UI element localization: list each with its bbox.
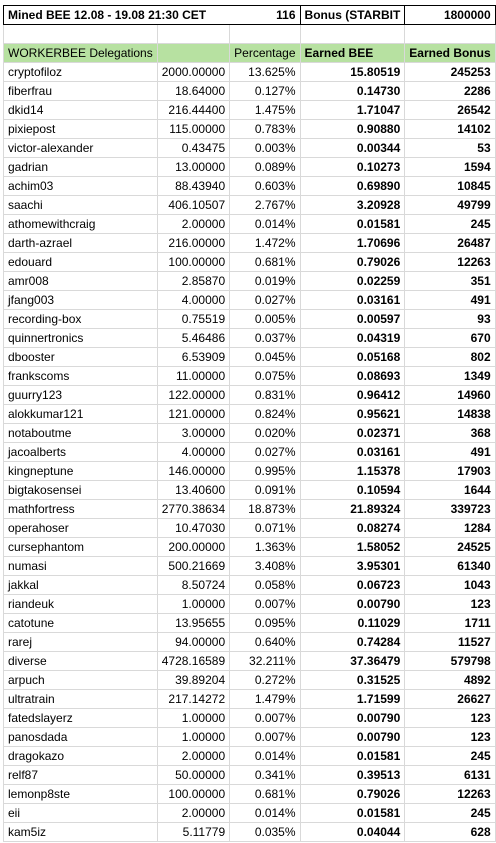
earned-bonus-cell[interactable]: 1644	[405, 481, 495, 500]
earned-bee-cell[interactable]: 0.00790	[300, 595, 405, 614]
table-row	[4, 82, 496, 101]
amount-cell[interactable]: 88.43940	[157, 177, 229, 196]
percentage-cell[interactable]: 32.211%	[230, 652, 300, 671]
table-row	[4, 272, 496, 291]
earned-bonus-cell[interactable]: 339723	[405, 500, 495, 519]
delegator-name-cell[interactable]: athomewithcraig	[4, 215, 158, 234]
table-row	[4, 310, 496, 329]
earned-bee-cell[interactable]: 0.10594	[300, 481, 405, 500]
earned-bonus-cell[interactable]: 24525	[405, 538, 495, 557]
earned-bee-cell[interactable]: 0.90880	[300, 120, 405, 139]
earned-bee-cell[interactable]: 0.14730	[300, 82, 405, 101]
earned-bonus-cell[interactable]: 802	[405, 348, 495, 367]
amount-cell[interactable]: 200.00000	[157, 538, 229, 557]
earned-bee-cell[interactable]: 1.71047	[300, 101, 405, 120]
earned-bonus-cell[interactable]: 26627	[405, 690, 495, 709]
table-row	[4, 633, 496, 652]
table-row	[4, 215, 496, 234]
earned-bee-cell[interactable]: 0.01581	[300, 747, 405, 766]
table-row	[4, 747, 496, 766]
earned-bee-cell[interactable]: 0.39513	[300, 766, 405, 785]
percentage-cell[interactable]: 0.681%	[230, 785, 300, 804]
amount-cell[interactable]: 8.50724	[157, 576, 229, 595]
empty-cell[interactable]	[230, 25, 300, 44]
earned-bee-cell[interactable]: 0.02259	[300, 272, 405, 291]
delegator-name-cell[interactable]: frankscoms	[4, 367, 158, 386]
summary-title-cell[interactable]: Mined BEE 12.08 - 19.08 21:30 CET	[4, 6, 230, 25]
amount-cell[interactable]: 0.43475	[157, 139, 229, 158]
delegator-name-cell[interactable]: catotune	[4, 614, 158, 633]
amount-cell[interactable]: 2.00000	[157, 804, 229, 823]
earned-bee-cell[interactable]: 21.89324	[300, 500, 405, 519]
amount-cell[interactable]: 6.53909	[157, 348, 229, 367]
delegator-name-cell[interactable]: victor-alexander	[4, 139, 158, 158]
earned-bonus-cell[interactable]: 123	[405, 595, 495, 614]
delegator-name-cell[interactable]: lemonp8ste	[4, 785, 158, 804]
amount-cell[interactable]: 4.00000	[157, 291, 229, 310]
earned-bonus-cell[interactable]: 93	[405, 310, 495, 329]
percentage-cell[interactable]: 0.272%	[230, 671, 300, 690]
delegator-name-cell[interactable]: jfang003	[4, 291, 158, 310]
amount-cell[interactable]: 1.00000	[157, 709, 229, 728]
earned-bee-cell[interactable]: 0.95621	[300, 405, 405, 424]
percentage-cell[interactable]: 2.767%	[230, 196, 300, 215]
percentage-cell[interactable]: 0.007%	[230, 595, 300, 614]
earned-bonus-cell[interactable]: 1594	[405, 158, 495, 177]
earned-bonus-cell[interactable]: 17903	[405, 462, 495, 481]
table-row	[4, 671, 496, 690]
header-percentage[interactable]: Percentage	[230, 44, 300, 63]
earned-bonus-cell[interactable]: 12263	[405, 785, 495, 804]
amount-cell[interactable]: 115.00000	[157, 120, 229, 139]
percentage-cell[interactable]: 3.408%	[230, 557, 300, 576]
delegator-name-cell[interactable]: mathfortress	[4, 500, 158, 519]
table-row	[4, 424, 496, 443]
earned-bee-cell[interactable]: 1.15378	[300, 462, 405, 481]
delegations-table	[3, 5, 496, 842]
bonus-label-cell[interactable]: Bonus (STARBIT	[300, 6, 405, 25]
percentage-cell[interactable]: 1.363%	[230, 538, 300, 557]
amount-cell[interactable]: 4.00000	[157, 443, 229, 462]
earned-bonus-cell[interactable]: 1284	[405, 519, 495, 538]
header-amount[interactable]	[157, 44, 229, 63]
percentage-cell[interactable]: 0.035%	[230, 823, 300, 842]
earned-bee-cell[interactable]: 0.00597	[300, 310, 405, 329]
earned-bee-cell[interactable]: 0.10273	[300, 158, 405, 177]
earned-bee-cell[interactable]: 0.08693	[300, 367, 405, 386]
earned-bee-cell[interactable]: 0.11029	[300, 614, 405, 633]
delegator-name-cell[interactable]: fatedslayerz	[4, 709, 158, 728]
amount-cell[interactable]: 217.14272	[157, 690, 229, 709]
table-row	[4, 785, 496, 804]
earned-bee-cell[interactable]: 0.79026	[300, 785, 405, 804]
percentage-cell[interactable]: 0.824%	[230, 405, 300, 424]
table-row	[4, 386, 496, 405]
table-row	[4, 177, 496, 196]
delegator-name-cell[interactable]: pixiepost	[4, 120, 158, 139]
amount-cell[interactable]: 13.95655	[157, 614, 229, 633]
amount-cell[interactable]: 10.47030	[157, 519, 229, 538]
amount-cell[interactable]: 50.00000	[157, 766, 229, 785]
earned-bonus-cell[interactable]: 14960	[405, 386, 495, 405]
amount-cell[interactable]: 5.46486	[157, 329, 229, 348]
earned-bonus-cell[interactable]: 26542	[405, 101, 495, 120]
amount-cell[interactable]: 39.89204	[157, 671, 229, 690]
table-row	[4, 614, 496, 633]
earned-bonus-cell[interactable]: 1349	[405, 367, 495, 386]
earned-bee-cell[interactable]: 0.00344	[300, 139, 405, 158]
empty-cell[interactable]	[300, 25, 405, 44]
table-row	[4, 538, 496, 557]
delegator-name-cell[interactable]: rarej	[4, 633, 158, 652]
earned-bee-cell[interactable]: 0.01581	[300, 215, 405, 234]
earned-bonus-cell[interactable]: 49799	[405, 196, 495, 215]
table-row	[4, 443, 496, 462]
percentage-cell[interactable]: 0.681%	[230, 253, 300, 272]
percentage-cell[interactable]: 1.479%	[230, 690, 300, 709]
table-row	[4, 652, 496, 671]
delegator-name-cell[interactable]: fiberfrau	[4, 82, 158, 101]
percentage-cell[interactable]: 0.603%	[230, 177, 300, 196]
earned-bee-cell[interactable]: 0.96412	[300, 386, 405, 405]
amount-cell[interactable]: 2.85870	[157, 272, 229, 291]
earned-bee-cell[interactable]: 3.20928	[300, 196, 405, 215]
percentage-cell[interactable]: 0.640%	[230, 633, 300, 652]
delegator-name-cell[interactable]: quinnertronics	[4, 329, 158, 348]
amount-cell[interactable]: 216.00000	[157, 234, 229, 253]
delegator-name-cell[interactable]: jacoalberts	[4, 443, 158, 462]
percentage-cell[interactable]: 0.831%	[230, 386, 300, 405]
amount-cell[interactable]: 2770.38634	[157, 500, 229, 519]
percentage-cell[interactable]: 0.071%	[230, 519, 300, 538]
percentage-cell[interactable]: 18.873%	[230, 500, 300, 519]
percentage-cell[interactable]: 0.014%	[230, 215, 300, 234]
earned-bonus-cell[interactable]: 14102	[405, 120, 495, 139]
table-row	[4, 804, 496, 823]
empty-row	[4, 25, 496, 44]
percentage-cell[interactable]: 0.095%	[230, 614, 300, 633]
table-row	[4, 329, 496, 348]
delegator-name-cell[interactable]: jakkal	[4, 576, 158, 595]
amount-cell[interactable]: 216.44400	[157, 101, 229, 120]
amount-cell[interactable]: 3.00000	[157, 424, 229, 443]
summary-row	[4, 6, 496, 25]
percentage-cell[interactable]: 0.014%	[230, 747, 300, 766]
percentage-cell[interactable]: 0.783%	[230, 120, 300, 139]
percentage-cell[interactable]: 0.091%	[230, 481, 300, 500]
delegator-name-cell[interactable]: edouard	[4, 253, 158, 272]
delegator-name-cell[interactable]: diverse	[4, 652, 158, 671]
table-row	[4, 101, 496, 120]
delegator-name-cell[interactable]: cryptofiloz	[4, 63, 158, 82]
table-row	[4, 595, 496, 614]
delegator-name-cell[interactable]: relf87	[4, 766, 158, 785]
bonus-value-cell[interactable]: 1800000	[405, 6, 495, 25]
delegator-name-cell[interactable]: dragokazo	[4, 747, 158, 766]
table-row	[4, 557, 496, 576]
amount-cell[interactable]: 2.00000	[157, 747, 229, 766]
amount-cell[interactable]: 1.00000	[157, 595, 229, 614]
percentage-cell[interactable]: 0.020%	[230, 424, 300, 443]
percentage-cell[interactable]: 0.058%	[230, 576, 300, 595]
delegator-name-cell[interactable]: alokkumar121	[4, 405, 158, 424]
header-earned-bee[interactable]: Earned BEE	[300, 44, 405, 63]
amount-cell[interactable]: 5.11779	[157, 823, 229, 842]
earned-bonus-cell[interactable]: 245253	[405, 63, 495, 82]
header-name[interactable]: WORKERBEE Delegations	[4, 44, 158, 63]
table-row	[4, 63, 496, 82]
amount-cell[interactable]: 122.00000	[157, 386, 229, 405]
amount-cell[interactable]: 13.40600	[157, 481, 229, 500]
percentage-cell[interactable]: 0.007%	[230, 728, 300, 747]
amount-cell[interactable]: 100.00000	[157, 785, 229, 804]
amount-cell[interactable]: 18.64000	[157, 82, 229, 101]
earned-bee-cell[interactable]: 0.08274	[300, 519, 405, 538]
delegator-name-cell[interactable]: darth-azrael	[4, 234, 158, 253]
table-row	[4, 823, 496, 842]
table-row	[4, 367, 496, 386]
mined-value-cell[interactable]: 116	[230, 6, 300, 25]
earned-bonus-cell[interactable]: 491	[405, 443, 495, 462]
earned-bee-cell[interactable]: 0.79026	[300, 253, 405, 272]
earned-bee-cell[interactable]: 37.36479	[300, 652, 405, 671]
table-row	[4, 728, 496, 747]
delegator-name-cell[interactable]: eii	[4, 804, 158, 823]
earned-bee-cell[interactable]: 0.05168	[300, 348, 405, 367]
earned-bee-cell[interactable]: 0.00790	[300, 728, 405, 747]
table-row	[4, 253, 496, 272]
amount-cell[interactable]: 4728.16589	[157, 652, 229, 671]
delegator-name-cell[interactable]: kam5iz	[4, 823, 158, 842]
table-row	[4, 158, 496, 177]
earned-bee-cell[interactable]: 0.03161	[300, 291, 405, 310]
earned-bonus-cell[interactable]: 123	[405, 709, 495, 728]
amount-cell[interactable]: 1.00000	[157, 728, 229, 747]
empty-cell[interactable]	[4, 25, 158, 44]
percentage-cell[interactable]: 0.003%	[230, 139, 300, 158]
percentage-cell[interactable]: 1.475%	[230, 101, 300, 120]
delegator-name-cell[interactable]: operahoser	[4, 519, 158, 538]
amount-cell[interactable]: 500.21669	[157, 557, 229, 576]
earned-bee-cell[interactable]: 3.95301	[300, 557, 405, 576]
empty-cell[interactable]	[405, 25, 495, 44]
earned-bonus-cell[interactable]: 579798	[405, 652, 495, 671]
earned-bee-cell[interactable]: 0.74284	[300, 633, 405, 652]
percentage-cell[interactable]: 0.089%	[230, 158, 300, 177]
delegator-name-cell[interactable]: arpuch	[4, 671, 158, 690]
earned-bonus-cell[interactable]: 10845	[405, 177, 495, 196]
percentage-cell[interactable]: 0.027%	[230, 291, 300, 310]
amount-cell[interactable]: 11.00000	[157, 367, 229, 386]
earned-bonus-cell[interactable]: 1711	[405, 614, 495, 633]
delegator-name-cell[interactable]: recording-box	[4, 310, 158, 329]
empty-cell[interactable]	[157, 25, 229, 44]
table-row	[4, 709, 496, 728]
delegator-name-cell[interactable]: guurry123	[4, 386, 158, 405]
delegator-name-cell[interactable]: saachi	[4, 196, 158, 215]
header-earned-bonus[interactable]: Earned Bonus	[405, 44, 495, 63]
earned-bonus-cell[interactable]: 6131	[405, 766, 495, 785]
earned-bee-cell[interactable]: 0.31525	[300, 671, 405, 690]
percentage-cell[interactable]: 13.625%	[230, 63, 300, 82]
amount-cell[interactable]: 406.10507	[157, 196, 229, 215]
percentage-cell[interactable]: 0.037%	[230, 329, 300, 348]
table-row	[4, 196, 496, 215]
earned-bee-cell[interactable]: 0.69890	[300, 177, 405, 196]
amount-cell[interactable]: 2000.00000	[157, 63, 229, 82]
earned-bee-cell[interactable]: 1.58052	[300, 538, 405, 557]
delegator-name-cell[interactable]: amr008	[4, 272, 158, 291]
percentage-cell[interactable]: 0.007%	[230, 709, 300, 728]
earned-bonus-cell[interactable]: 123	[405, 728, 495, 747]
amount-cell[interactable]: 94.00000	[157, 633, 229, 652]
earned-bee-cell[interactable]: 0.03161	[300, 443, 405, 462]
delegator-name-cell[interactable]: riandeuk	[4, 595, 158, 614]
percentage-cell[interactable]: 0.005%	[230, 310, 300, 329]
percentage-cell[interactable]: 0.341%	[230, 766, 300, 785]
earned-bonus-cell[interactable]: 61340	[405, 557, 495, 576]
earned-bonus-cell[interactable]: 245	[405, 215, 495, 234]
table-row	[4, 405, 496, 424]
percentage-cell[interactable]: 0.075%	[230, 367, 300, 386]
earned-bonus-cell[interactable]: 1043	[405, 576, 495, 595]
table-row	[4, 500, 496, 519]
amount-cell[interactable]: 100.00000	[157, 253, 229, 272]
earned-bee-cell[interactable]: 1.71599	[300, 690, 405, 709]
earned-bee-cell[interactable]: 0.00790	[300, 709, 405, 728]
table-row	[4, 576, 496, 595]
earned-bee-cell[interactable]: 0.04044	[300, 823, 405, 842]
earned-bee-cell[interactable]: 0.06723	[300, 576, 405, 595]
table-row	[4, 766, 496, 785]
earned-bonus-cell[interactable]: 670	[405, 329, 495, 348]
amount-cell[interactable]: 121.00000	[157, 405, 229, 424]
earned-bee-cell[interactable]: 1.70696	[300, 234, 405, 253]
table-row	[4, 139, 496, 158]
earned-bee-cell[interactable]: 0.02371	[300, 424, 405, 443]
percentage-cell[interactable]: 0.045%	[230, 348, 300, 367]
delegator-name-cell[interactable]: dbooster	[4, 348, 158, 367]
earned-bonus-cell[interactable]: 12263	[405, 253, 495, 272]
table-row	[4, 690, 496, 709]
percentage-cell[interactable]: 0.127%	[230, 82, 300, 101]
table-row	[4, 481, 496, 500]
table-row	[4, 348, 496, 367]
amount-cell[interactable]: 2.00000	[157, 215, 229, 234]
delegator-name-cell[interactable]: achim03	[4, 177, 158, 196]
earned-bonus-cell[interactable]: 14838	[405, 405, 495, 424]
earned-bee-cell[interactable]: 0.04319	[300, 329, 405, 348]
table-row	[4, 462, 496, 481]
delegator-name-cell[interactable]: numasi	[4, 557, 158, 576]
earned-bonus-cell[interactable]: 26487	[405, 234, 495, 253]
amount-cell[interactable]: 13.00000	[157, 158, 229, 177]
earned-bonus-cell[interactable]: 2286	[405, 82, 495, 101]
delegator-name-cell[interactable]: panosdada	[4, 728, 158, 747]
earned-bee-cell[interactable]: 0.01581	[300, 804, 405, 823]
table-row	[4, 291, 496, 310]
delegator-name-cell[interactable]: cursephantom	[4, 538, 158, 557]
header-row	[4, 44, 496, 63]
percentage-cell[interactable]: 0.014%	[230, 804, 300, 823]
earned-bonus-cell[interactable]: 351	[405, 272, 495, 291]
table-row	[4, 519, 496, 538]
earned-bonus-cell[interactable]: 11527	[405, 633, 495, 652]
delegator-name-cell[interactable]: gadrian	[4, 158, 158, 177]
table-row	[4, 234, 496, 253]
delegator-name-cell[interactable]: notaboutme	[4, 424, 158, 443]
delegator-name-cell[interactable]: dkid14	[4, 101, 158, 120]
percentage-cell[interactable]: 0.995%	[230, 462, 300, 481]
percentage-cell[interactable]: 0.019%	[230, 272, 300, 291]
amount-cell[interactable]: 0.75519	[157, 310, 229, 329]
delegator-name-cell[interactable]: kingneptune	[4, 462, 158, 481]
earned-bonus-cell[interactable]: 628	[405, 823, 495, 842]
percentage-cell[interactable]: 0.027%	[230, 443, 300, 462]
table-row	[4, 120, 496, 139]
earned-bonus-cell[interactable]: 368	[405, 424, 495, 443]
earned-bee-cell[interactable]: 15.80519	[300, 63, 405, 82]
percentage-cell[interactable]: 1.472%	[230, 234, 300, 253]
earned-bonus-cell[interactable]: 4892	[405, 671, 495, 690]
earned-bonus-cell[interactable]: 245	[405, 747, 495, 766]
earned-bonus-cell[interactable]: 245	[405, 804, 495, 823]
delegator-name-cell[interactable]: ultratrain	[4, 690, 158, 709]
earned-bonus-cell[interactable]: 491	[405, 291, 495, 310]
earned-bonus-cell[interactable]: 53	[405, 139, 495, 158]
delegator-name-cell[interactable]: bigtakosensei	[4, 481, 158, 500]
amount-cell[interactable]: 146.00000	[157, 462, 229, 481]
